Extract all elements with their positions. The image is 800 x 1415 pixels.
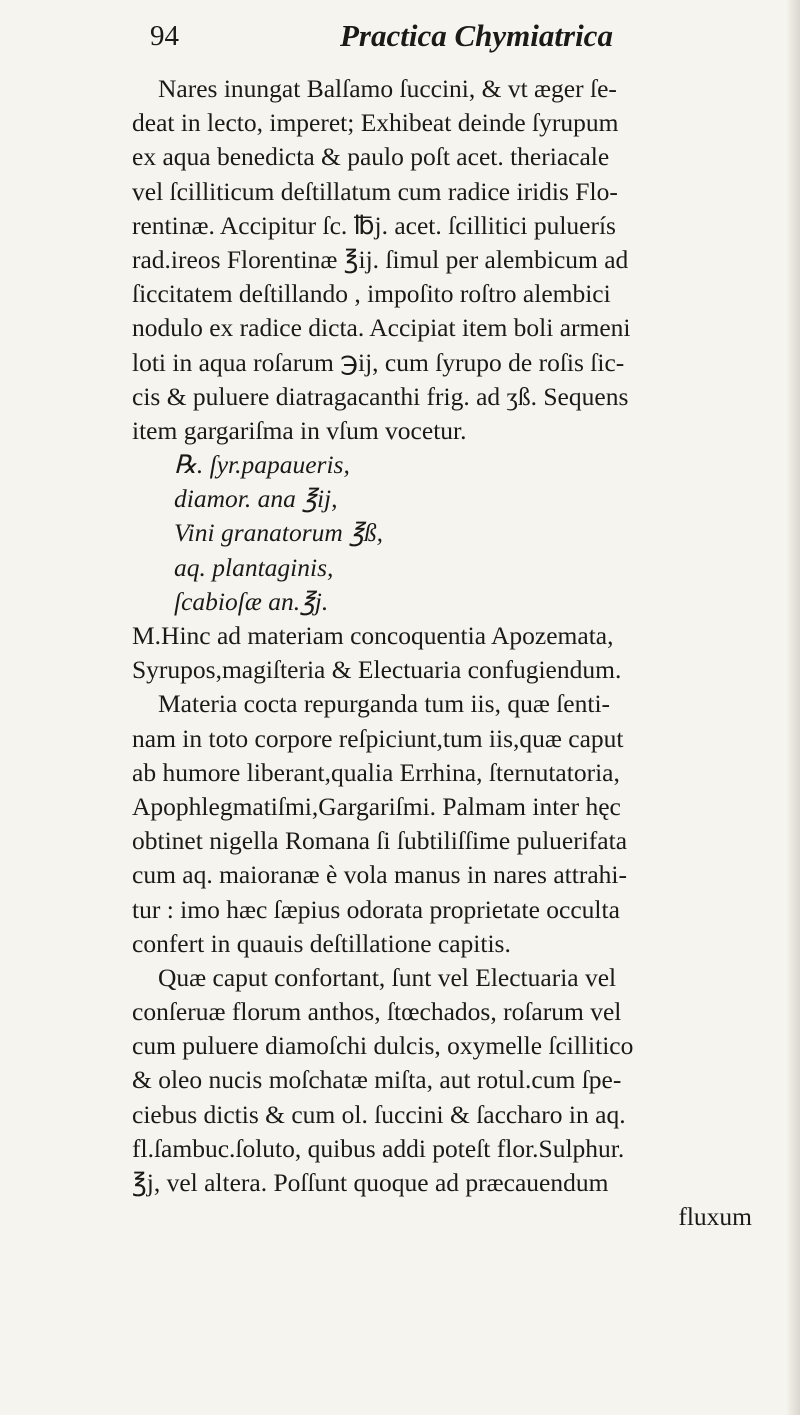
text-line: M.Hinc ad materiam concoquentia Apozemata, [132, 621, 614, 650]
page-edge-shadow [786, 0, 800, 1415]
recipe-line: aq. plantaginis, [174, 552, 334, 582]
page-number: 94 [150, 20, 179, 52]
text-line: cum puluere diamoſchi dulcis, oxymelle ſcillitico [132, 1031, 634, 1061]
text-line: conſeruæ florum anthos, ſtœchados, roſarum vel [132, 997, 622, 1027]
text-line: Quæ caput confortant, ſunt vel Electuaria vel [158, 962, 617, 992]
recipe-line: Vini granatorum ℥ß, [174, 518, 384, 548]
text-line: rentinæ. Accipitur ſc. ℔j. acet. ſcillitici puluerís [132, 210, 616, 240]
text-line: loti in aqua roſarum ℈ij, cum ſyrupo de roſis ſic- [132, 347, 625, 377]
text-line: & oleo nucis moſchatæ miſta, aut rotul.cum ſpe- [132, 1065, 622, 1095]
text-line: fl.ſambuc.ſoluto, quibus addi poteſt flor.Sulphur. [132, 1133, 625, 1163]
text-line: vel ſcilliticum deſtillatum cum radice iridis Flo- [132, 176, 618, 206]
recipe-line: ſcabioſæ an.℥j. [174, 586, 329, 616]
text-line: ℥j, vel altera. Poſſunt quoque ad præcauendum [132, 1168, 609, 1197]
text-line: Nares inungat Balſamo ſuccini, & vt æger ſe- [158, 74, 617, 103]
text-line: ab humore liberant,qualia Errhina, ſternutatoria, [132, 757, 620, 787]
text-line: deat in lecto, imperet; Exhibeat deinde ſyrupum [132, 108, 619, 138]
text-line: confert in quauis deſtillatione capitis. [132, 928, 511, 958]
recipe-line: ℞. ſyr.papaueris, [174, 450, 350, 480]
text-line: tur : imo hæc ſæpius odorata proprietate occulta [132, 894, 620, 924]
text-line: Materia cocta repurganda tum iis, quæ ſenti- [158, 689, 611, 719]
text-line: ciebus dictis & cum ol. ſuccini & ſaccharo in aq. [132, 1099, 626, 1129]
text-line: cum aq. maioranæ è vola manus in nares attrahi- [132, 860, 627, 890]
recipe-line: diamor. ana ℥ij, [174, 484, 338, 514]
text-line: rad.ireos Florentinæ ℥ij. ſimul per alembicum ad [132, 244, 629, 274]
running-title: Practica Chymiatrica [340, 18, 613, 53]
text-line: ex aqua benedicta & paulo poſt acet. theriacale [132, 142, 610, 172]
text-line: Syrupos,magiſteria & Electuaria confugiendum. [132, 655, 622, 685]
text-line: nodulo ex radice dicta. Accipiat item boli armeni [132, 313, 631, 343]
text-line: cis & puluere diatragacanthi frig. ad ʒß. Sequens [132, 381, 629, 411]
catchword: fluxum [678, 1202, 752, 1232]
text-line: item gargariſma in vſum vocetur. [132, 415, 467, 445]
text-line: Apophlegmatiſmi,Gargariſmi. Palmam inter hęc [132, 791, 621, 821]
page-header [150, 14, 740, 62]
body-text [132, 72, 772, 1234]
text-line: obtinet nigella Romana ſi ſubtiliſſime puluerifata [132, 826, 628, 856]
text-line: ſiccitatem deſtillando , impoſito roſtro alembici [132, 279, 611, 309]
text-line: nam in toto corpore reſpiciunt,tum iis,quæ caput [132, 723, 624, 753]
